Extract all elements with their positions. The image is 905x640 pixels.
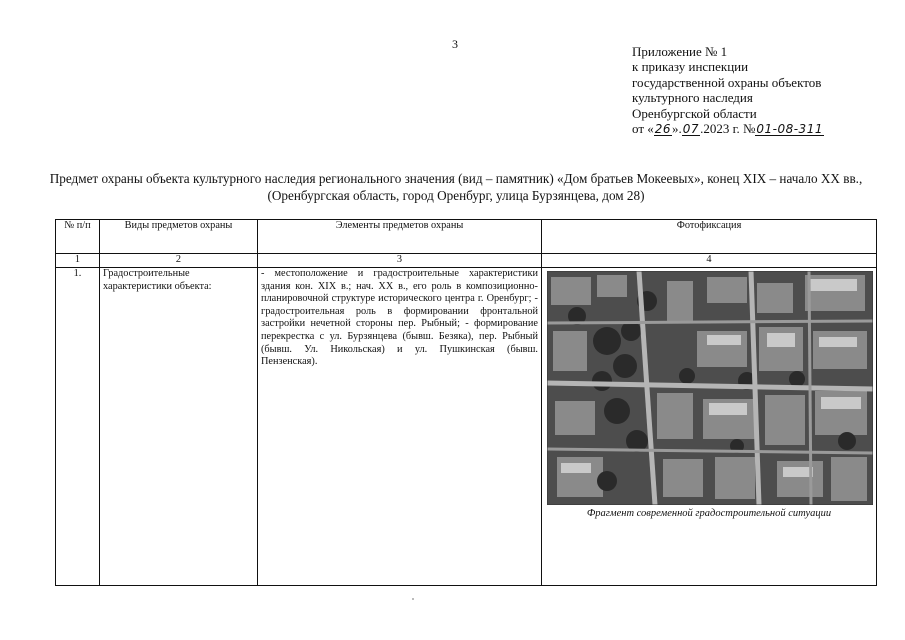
header-type: Виды предметов охраны — [100, 220, 258, 254]
appendix-line: Оренбургской области — [632, 105, 757, 121]
handwritten-order-number: 01-08-311 — [756, 122, 823, 137]
appendix-line: Приложение № 1 — [632, 44, 728, 59]
handwritten-day: 26 — [654, 122, 672, 137]
date-mid: ». — [672, 121, 682, 137]
appendix-header — [632, 44, 892, 136]
column-number: 2 — [100, 254, 258, 268]
column-number: 4 — [542, 254, 877, 268]
header-photo: Фотофиксация — [542, 220, 877, 254]
appendix-line: культурного наследия — [632, 90, 753, 106]
row-number: 1. — [56, 268, 100, 586]
column-number: 1 — [56, 254, 100, 268]
table-row — [56, 268, 877, 586]
column-number-row — [56, 254, 877, 268]
photo-caption: Фрагмент современной градостроительной ситуации — [586, 508, 832, 519]
row-elements: - местоположение и градостроительные характеристики здания кон. XIX в.; нач. XX в., его роль в композиционно-планировочной структуре исторического центра г. Оренбург; - градостроительная роль в формировании фронтальной застройки нечетной стороны пер. Рыбный; - формирование перекрестка с ул. Бурзянцева (бывш. Безяка), пер. Рыбный (бывш. Ул. Никольская) и ул. Пушкинская (бывш. Пензенская). — [258, 268, 542, 586]
appendix-date-line — [632, 121, 892, 136]
header-elements: Элементы предметов охраны — [258, 220, 542, 254]
protection-table — [55, 219, 877, 586]
appendix-line: к приказу инспекции — [632, 59, 749, 75]
document-title: Предмет охраны объекта культурного наследия регионального значения (вид – памятник) «Дом братьев Мокеевых», конец XIX – начало XX вв., (Оренбургская область, город Оренбург, улица Бурзянцева, дом 28) — [49, 171, 863, 203]
column-number: 3 — [258, 254, 542, 268]
scan-speck — [412, 598, 414, 600]
appendix-line: государственной охраны объектов — [632, 74, 822, 90]
date-year: .2023 г. № — [700, 121, 756, 137]
row-type: Градостроительные характеристики объекта: — [100, 268, 258, 586]
date-prefix: от « — [632, 121, 654, 137]
aerial-photo — [547, 271, 873, 505]
table-header-row — [56, 220, 877, 254]
header-number: № п/п — [56, 220, 100, 254]
handwritten-month: 07 — [682, 122, 700, 137]
row-photo-cell — [542, 268, 877, 586]
page-number: 3 — [452, 37, 458, 51]
